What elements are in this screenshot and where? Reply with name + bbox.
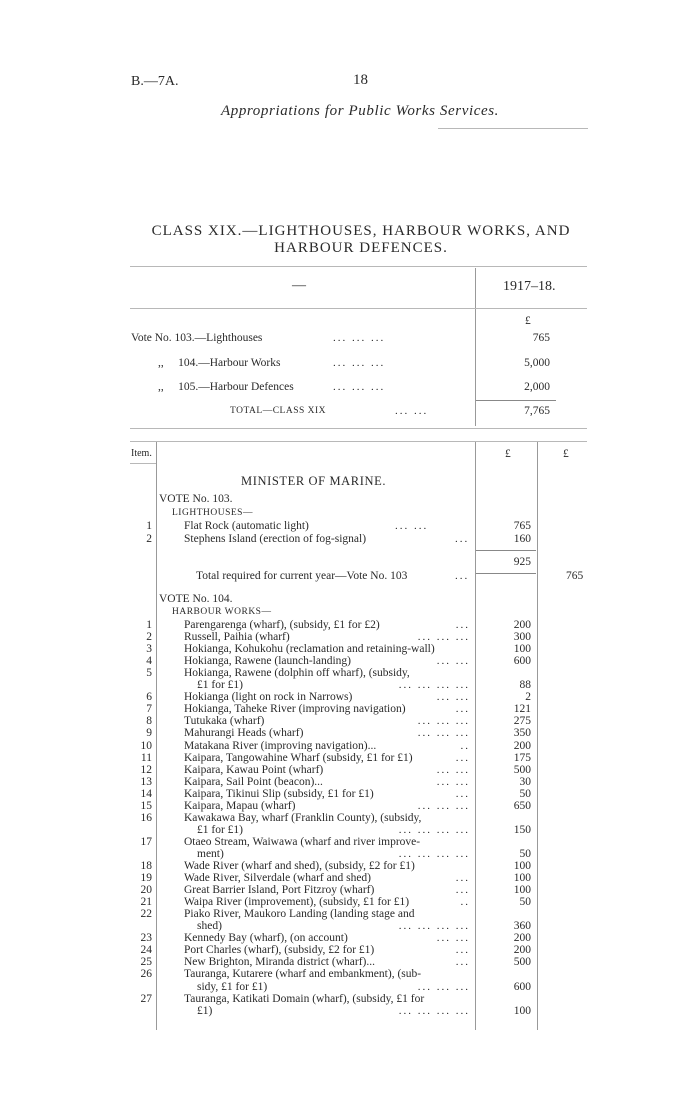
header-rule: [438, 128, 588, 129]
leader-dots: ... ...: [436, 655, 470, 667]
item-number: 27: [140, 993, 152, 1005]
vote-total-label: Total required for current year—Vote No. 103: [196, 570, 408, 582]
item-description: Matakana River (improving navigation)...: [184, 740, 377, 752]
summary-row-label: ,, 104.—Harbour Works: [158, 357, 281, 369]
leader-dots: ... ... ... ...: [398, 679, 470, 691]
item-number: 5: [146, 667, 152, 679]
summary-top-rule: [130, 266, 587, 267]
item-number: 4: [146, 655, 152, 667]
item-amount: 100: [513, 884, 531, 896]
item-number: 23: [140, 932, 152, 944]
item-amount: 100: [513, 643, 531, 655]
item-description: Flat Rock (automatic light): [184, 520, 309, 532]
item-description: Kaipara, Tikinui Slip (subsidy, £1 for £1): [184, 788, 374, 800]
item-amount: 600: [513, 655, 531, 667]
pound-column-header: £: [505, 448, 511, 460]
vote-heading: VOTE No. 104.: [159, 593, 233, 605]
document-reference: B.—7A.: [131, 74, 179, 89]
item-description: Stephens Island (erection of fog-signal): [184, 533, 367, 545]
item-amount: 100: [513, 860, 531, 872]
item-amount: 121: [513, 703, 531, 715]
item-amount: 350: [513, 727, 531, 739]
summary-row-amount: 5,000: [524, 357, 550, 369]
item-amount: 88: [519, 679, 531, 691]
item-description: Hokianga, Rawene (dolphin off wharf), (subsidy,: [184, 667, 410, 679]
leader-dots: ... ... ... ...: [398, 1005, 470, 1017]
leader-dots: ..: [460, 740, 470, 752]
item-description: Kennedy Bay (wharf), (on account): [184, 932, 348, 944]
item-number: 1: [146, 619, 152, 631]
item-description: Otaeo Stream, Waiwawa (wharf and river improve-: [184, 836, 421, 848]
leader-dots: ... ... ... ...: [398, 920, 470, 932]
summary-row-amount: 765: [532, 332, 550, 344]
item-number: 21: [140, 896, 152, 908]
item-number: 26: [140, 968, 152, 980]
item-amount: 200: [513, 740, 531, 752]
summary-total-rule: [476, 400, 556, 401]
pound-column-header: £: [563, 448, 569, 460]
leader-dots: ...: [455, 752, 470, 764]
summary-left-header: —: [292, 278, 306, 293]
leader-dots: ...: [455, 533, 470, 545]
item-number: 10: [140, 740, 152, 752]
item-number: 17: [140, 836, 152, 848]
item-description: Hokianga, Kohukohu (reclamation and retaining-wall): [184, 643, 435, 655]
leader-dots: ... ...: [436, 764, 470, 776]
item-amount: 500: [513, 956, 531, 968]
item-amount: 175: [513, 752, 531, 764]
summary-total-label: TOTAL—CLASS XIX: [230, 406, 327, 416]
item-column-header: Item.: [131, 448, 152, 459]
leader-dots: ... ... ...: [417, 981, 470, 993]
item-amount: 160: [513, 533, 531, 545]
leader-dots: ...: [455, 872, 470, 884]
item-amount: 650: [513, 800, 531, 812]
leader-dots: ...: [455, 570, 470, 582]
leader-dots: ...: [455, 788, 470, 800]
item-description: Wade River (wharf and shed), (subsidy, £2 for £1): [184, 860, 415, 872]
item-description: Great Barrier Island, Port Fitzroy (wharf): [184, 884, 375, 896]
item-number: 2: [146, 533, 152, 545]
summary-total-amount: 7,765: [524, 405, 550, 417]
item-description: Hokianga, Rawene (launch-landing): [184, 655, 352, 667]
item-number: 18: [140, 860, 152, 872]
vote-total-amount: 765: [566, 570, 584, 582]
item-description: sidy, £1 for £1): [197, 981, 268, 993]
item-amount: 500: [513, 764, 531, 776]
class-title-line2: HARBOUR DEFENCES.: [274, 240, 448, 256]
item-amount: 100: [513, 872, 531, 884]
summary-column-divider: [475, 268, 476, 426]
item-description: Kaipara, Mapau (wharf): [184, 800, 296, 812]
vote-heading: VOTE No. 103.: [159, 493, 233, 505]
item-description: Tutukaka (wharf): [184, 715, 265, 727]
item-description: £1 for £1): [197, 824, 243, 836]
leader-dots: ... ...: [436, 776, 470, 788]
item-description: £1): [197, 1005, 213, 1017]
item-amount: 2: [525, 691, 531, 703]
item-amount: 50: [519, 848, 531, 860]
item-description: Wade River, Silverdale (wharf and shed): [184, 872, 372, 884]
item-number: 6: [146, 691, 152, 703]
item-description: Parengarenga (wharf), (subsidy, £1 for £2): [184, 619, 380, 631]
item-description: Port Charles (wharf), (subsidy, £2 for £1): [184, 944, 375, 956]
leader-dots: ... ...: [395, 520, 429, 532]
item-amount: 200: [513, 944, 531, 956]
item-column-divider: [156, 442, 157, 1030]
item-description: Waipa River (improvement), (subsidy, £1 for £1): [184, 896, 410, 908]
minister-heading: MINISTER OF MARINE.: [241, 474, 387, 488]
item-description: Kaipara, Tangowahine Wharf (subsidy, £1 for £1): [184, 752, 413, 764]
item-number: 3: [146, 643, 152, 655]
item-number: 14: [140, 788, 152, 800]
item-number: 15: [140, 800, 152, 812]
summary-row-label: Vote No. 103.—Lighthouses: [131, 332, 263, 344]
item-number: 25: [140, 956, 152, 968]
amount-column-divider: [475, 442, 476, 1030]
leader-dots: ... ...: [436, 932, 470, 944]
item-number: 13: [140, 776, 152, 788]
item-amount: 30: [519, 776, 531, 788]
leader-dots: ... ... ...: [333, 381, 386, 393]
item-amount: 200: [513, 619, 531, 631]
item-amount: 50: [519, 788, 531, 800]
class-title-line1: CLASS XIX.—LIGHTHOUSES, HARBOUR WORKS, AND: [151, 223, 571, 239]
item-number: 2: [146, 631, 152, 643]
summary-year-header: 1917–18.: [503, 279, 556, 294]
page-number: 18: [353, 72, 368, 88]
item-description: ment): [197, 848, 224, 860]
leader-dots: ...: [455, 703, 470, 715]
subtotal-rule: [476, 550, 536, 551]
leader-dots: ... ... ...: [417, 715, 470, 727]
summary-row-amount: 2,000: [524, 381, 550, 393]
item-description: Hokianga (light on rock in Narrows): [184, 691, 353, 703]
item-number: 22: [140, 908, 152, 920]
item-description: Kawakawa Bay, wharf (Franklin County), (subsidy,: [184, 812, 422, 824]
item-description: Russell, Paihia (wharf): [184, 631, 290, 643]
leader-dots: ... ...: [395, 405, 429, 417]
item-number: 24: [140, 944, 152, 956]
page-title: Appropriations for Public Works Services.: [220, 103, 500, 119]
item-number: 20: [140, 884, 152, 896]
total-column-divider: [537, 442, 538, 1030]
summary-bottom-rule: [130, 428, 587, 429]
item-number: 19: [140, 872, 152, 884]
vote-subheading: HARBOUR WORKS—: [172, 607, 272, 617]
leader-dots: ..: [460, 896, 470, 908]
item-description: Kaipara, Sail Point (beacon)...: [184, 776, 323, 788]
vote-subheading: LIGHTHOUSES—: [172, 508, 253, 518]
item-amount: 275: [513, 715, 531, 727]
leader-dots: ...: [455, 956, 470, 968]
item-description: New Brighton, Miranda district (wharf)...: [184, 956, 375, 968]
item-header-rule: [130, 463, 156, 464]
item-description: Tauranga, Kutarere (wharf and embankment), (sub-: [184, 968, 422, 980]
leader-dots: ...: [455, 884, 470, 896]
item-number: 1: [146, 520, 152, 532]
item-description: Hokianga, Taheke River (improving navigation): [184, 703, 406, 715]
detail-top-rule: [130, 441, 587, 442]
leader-dots: ... ... ...: [333, 357, 386, 369]
leader-dots: ... ... ... ...: [398, 824, 470, 836]
item-amount: 50: [519, 896, 531, 908]
item-number: 8: [146, 715, 152, 727]
item-amount: 300: [513, 631, 531, 643]
item-description: Kaipara, Kawau Point (wharf): [184, 764, 324, 776]
item-number: 16: [140, 812, 152, 824]
item-amount: 200: [513, 932, 531, 944]
summary-pound-sign: £: [525, 315, 531, 327]
leader-dots: ... ...: [436, 691, 470, 703]
vote-subtotal: 925: [513, 556, 531, 568]
summary-row-label: ,, 105.—Harbour Defences: [158, 381, 294, 393]
item-number: 11: [140, 752, 152, 764]
leader-dots: ... ... ...: [417, 727, 470, 739]
item-number: 9: [146, 727, 152, 739]
item-description: Tauranga, Katikati Domain (wharf), (subsidy, £1 for: [184, 993, 425, 1005]
item-amount: 150: [513, 824, 531, 836]
item-number: 12: [140, 764, 152, 776]
item-amount: 600: [513, 981, 531, 993]
item-description: Piako River, Maukoro Landing (landing stage and: [184, 908, 415, 920]
item-description: shed): [197, 920, 222, 932]
summary-header-rule: [130, 308, 587, 309]
leader-dots: ... ... ...: [333, 332, 386, 344]
leader-dots: ... ... ...: [417, 631, 470, 643]
leader-dots: ... ... ... ...: [398, 848, 470, 860]
item-amount: 100: [513, 1005, 531, 1017]
subtotal-rule: [476, 573, 536, 574]
leader-dots: ...: [455, 944, 470, 956]
item-amount: 360: [513, 920, 531, 932]
item-amount: 765: [513, 520, 531, 532]
item-description: £1 for £1): [197, 679, 243, 691]
item-number: 7: [146, 703, 152, 715]
leader-dots: ...: [455, 619, 470, 631]
item-description: Mahurangi Heads (wharf): [184, 727, 304, 739]
leader-dots: ... ... ...: [417, 800, 470, 812]
